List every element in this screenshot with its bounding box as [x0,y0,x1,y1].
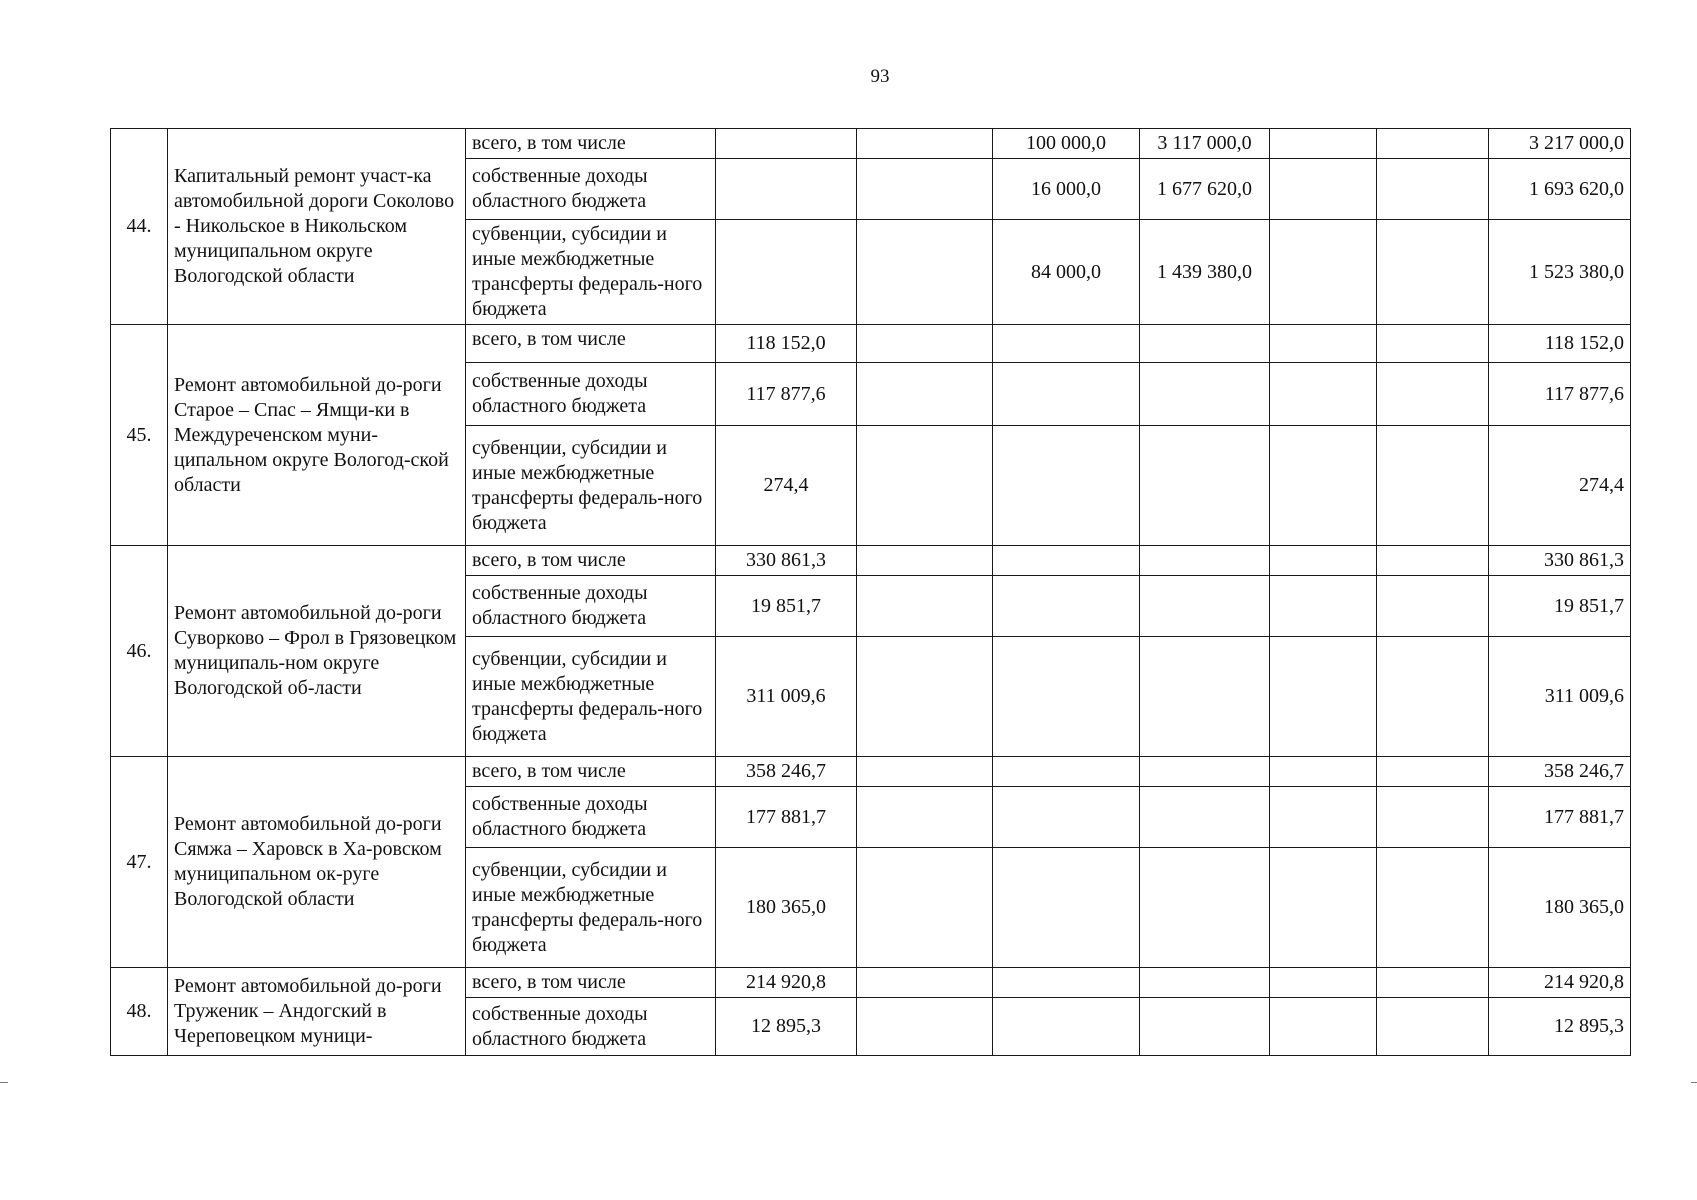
table-row [111,129,1631,159]
total-cell: 118 152,0 [1489,325,1631,363]
funding-source: всего, в том числе [466,129,716,159]
amount-cell: 118 152,0 [716,325,857,363]
amount-cell [1140,325,1270,363]
row-number: 48. [111,968,168,1056]
amount-cell [1270,363,1377,426]
amount-cell [1270,159,1377,220]
amount-cell [993,576,1140,637]
amount-cell [1140,426,1270,546]
amount-cell [1377,998,1489,1056]
amount-cell [993,546,1140,576]
amount-cell [1377,787,1489,848]
funding-source: всего, в том числе [466,757,716,787]
amount-cell [857,546,993,576]
amount-cell [716,129,857,159]
funding-source: субвенции, субсидии и иные межбюджетные трансферты федераль-ного бюджета [466,426,716,546]
object-name: Капитальный ремонт участ-ка автомобильной дороги Соколово - Никольское в Никольском муниципальном округе Вологодской области [168,129,466,325]
amount-cell [1377,129,1489,159]
amount-cell: 214 920,8 [716,968,857,998]
amount-cell [1377,848,1489,968]
amount-cell [993,968,1140,998]
amount-cell [1140,576,1270,637]
amount-cell [857,363,993,426]
amount-cell [857,998,993,1056]
amount-cell: 330 861,3 [716,546,857,576]
amount-cell: 180 365,0 [716,848,857,968]
amount-cell: 358 246,7 [716,757,857,787]
amount-cell [1377,637,1489,757]
scan-edge-mark-right [1691,1082,1697,1083]
amount-cell [716,159,857,220]
funding-source: собственные доходы областного бюджета [466,159,716,220]
funding-source: субвенции, субсидии и иные межбюджетные трансферты федераль-ного бюджета [466,220,716,325]
total-cell: 12 895,3 [1489,998,1631,1056]
funding-source: субвенции, субсидии и иные межбюджетные трансферты федераль-ного бюджета [466,848,716,968]
amount-cell [993,325,1140,363]
amount-cell [1140,998,1270,1056]
table-row [111,546,1631,576]
total-cell: 180 365,0 [1489,848,1631,968]
amount-cell [857,968,993,998]
amount-cell [857,576,993,637]
amount-cell [993,848,1140,968]
row-number: 46. [111,546,168,757]
amount-cell [1377,968,1489,998]
total-cell: 1 523 380,0 [1489,220,1631,325]
object-name: Ремонт автомобильной до-роги Суворково – Фрол в Грязовецком муниципаль-ном округе Вологодской об-ласти [168,546,466,757]
amount-cell [1140,363,1270,426]
table-row [111,325,1631,363]
total-cell: 19 851,7 [1489,576,1631,637]
total-cell: 214 920,8 [1489,968,1631,998]
scan-edge-mark-left [0,1082,8,1083]
amount-cell [993,426,1140,546]
amount-cell [1270,998,1377,1056]
amount-cell [857,848,993,968]
amount-cell [993,363,1140,426]
amount-cell [857,637,993,757]
amount-cell [1140,787,1270,848]
amount-cell [1270,576,1377,637]
total-cell: 358 246,7 [1489,757,1631,787]
amount-cell: 16 000,0 [993,159,1140,220]
table-row [111,757,1631,787]
funding-source: собственные доходы областного бюджета [466,576,716,637]
amount-cell: 1 439 380,0 [1140,220,1270,325]
amount-cell [1377,220,1489,325]
row-number: 44. [111,129,168,325]
amount-cell [857,325,993,363]
page-number: 93 [870,66,890,87]
amount-cell [1140,848,1270,968]
amount-cell [1377,546,1489,576]
object-name: Ремонт автомобильной до-роги Сямжа – Харовск в Ха-ровском муниципальном ок-руге Вологодской области [168,757,466,968]
amount-cell [857,159,993,220]
budget-table [110,128,1631,1056]
total-cell: 3 217 000,0 [1489,129,1631,159]
amount-cell: 177 881,7 [716,787,857,848]
amount-cell [1270,787,1377,848]
amount-cell [1140,637,1270,757]
amount-cell [857,757,993,787]
amount-cell: 100 000,0 [993,129,1140,159]
amount-cell [1270,325,1377,363]
amount-cell [1270,637,1377,757]
amount-cell [993,787,1140,848]
amount-cell [993,637,1140,757]
funding-source: всего, в том числе [466,968,716,998]
amount-cell: 311 009,6 [716,637,857,757]
funding-source: всего, в том числе [466,546,716,576]
amount-cell [1270,757,1377,787]
amount-cell: 84 000,0 [993,220,1140,325]
amount-cell [716,220,857,325]
amount-cell [1377,426,1489,546]
amount-cell [1377,363,1489,426]
amount-cell: 1 677 620,0 [1140,159,1270,220]
funding-source: собственные доходы областного бюджета [466,363,716,426]
amount-cell: 117 877,6 [716,363,857,426]
amount-cell [993,757,1140,787]
row-number: 47. [111,757,168,968]
amount-cell: 274,4 [716,426,857,546]
amount-cell [1140,757,1270,787]
amount-cell [857,787,993,848]
funding-source: собственные доходы областного бюджета [466,787,716,848]
amount-cell [1270,546,1377,576]
amount-cell [857,426,993,546]
object-name: Ремонт автомобильной до-роги Труженик – Андогский в Череповецком муници- [168,968,466,1056]
row-number: 45. [111,325,168,546]
amount-cell [1270,426,1377,546]
total-cell: 330 861,3 [1489,546,1631,576]
amount-cell [1377,576,1489,637]
funding-source: субвенции, субсидии и иные межбюджетные трансферты федераль-ного бюджета [466,637,716,757]
amount-cell [1140,546,1270,576]
amount-cell [1377,757,1489,787]
amount-cell [1270,220,1377,325]
amount-cell [1377,325,1489,363]
amount-cell: 3 117 000,0 [1140,129,1270,159]
amount-cell: 19 851,7 [716,576,857,637]
total-cell: 1 693 620,0 [1489,159,1631,220]
amount-cell [857,220,993,325]
table-row [111,968,1631,998]
total-cell: 117 877,6 [1489,363,1631,426]
total-cell: 177 881,7 [1489,787,1631,848]
amount-cell [993,998,1140,1056]
total-cell: 311 009,6 [1489,637,1631,757]
amount-cell [1270,968,1377,998]
object-name: Ремонт автомобильной до-роги Старое – Спас – Ямщи-ки в Междуреченском муни-ципальном округе Вологод-ской области [168,325,466,546]
amount-cell [857,129,993,159]
amount-cell [1270,129,1377,159]
funding-source: собственные доходы областного бюджета [466,998,716,1056]
total-cell: 274,4 [1489,426,1631,546]
amount-cell [1377,159,1489,220]
amount-cell: 12 895,3 [716,998,857,1056]
amount-cell [1270,848,1377,968]
funding-source: всего, в том числе [466,325,716,363]
amount-cell [1140,968,1270,998]
